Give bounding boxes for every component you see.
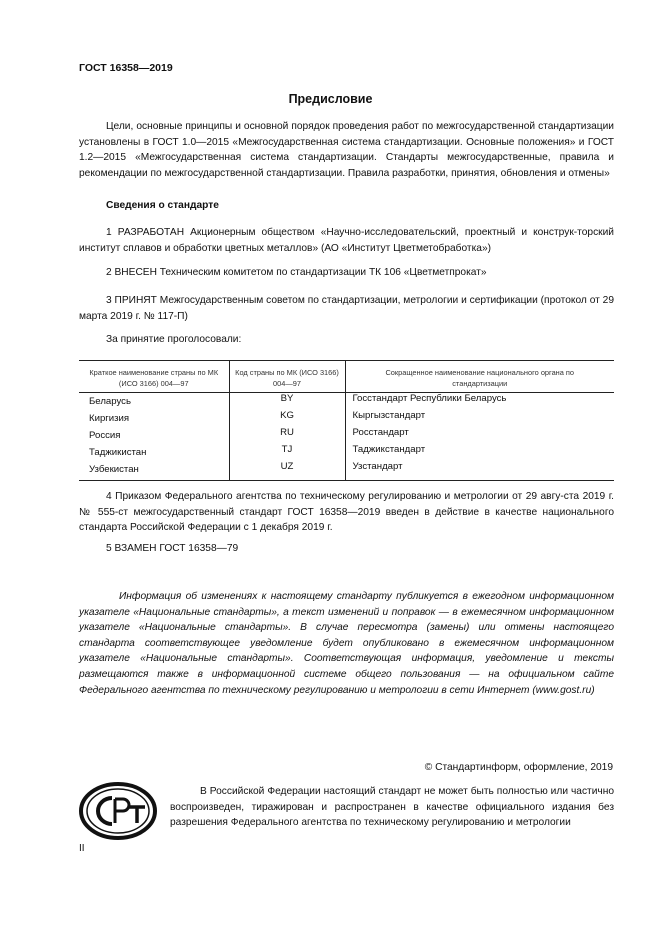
code-cell: RU [229, 427, 345, 444]
page-title: Предисловие [288, 92, 373, 106]
item-developed: 1 РАЗРАБОТАН Акционерным обществом «Научно-исследовательский, проектный и конструк-торский институт сплавов и обработки цветных металлов» (АО «Институт Цветметобработка») [79, 227, 614, 254]
body-cell: Росстандарт [352, 426, 409, 438]
code-cell: BY [229, 393, 345, 410]
item-introduced: 2 ВНЕСЕН Техническим комитетом по стандартизации ТК 106 «Цветметпрокат» [106, 267, 487, 278]
table-header-country: Краткое наименование страны по МК (ИСО 3166) 004—97 [79, 361, 229, 393]
section-heading: Сведения о стандарте [106, 200, 219, 211]
item-replaces: 5 ВЗАМЕН ГОСТ 16358—79 [106, 543, 239, 554]
country-cell: Киргизия [79, 410, 229, 427]
item-adopted: 3 ПРИНЯТ Межгосударственным советом по стандартизации, метрологии и сертификации (протокол от 29 марта 2019 г. № 117-П) [79, 295, 614, 322]
vote-table-body [79, 393, 614, 481]
body-cell: Узстандарт [352, 460, 403, 472]
code-cell: TJ [229, 444, 345, 461]
copyright: © Стандартинформ, оформление, 2019 [424, 762, 613, 773]
changes-note: Информация об изменениях к настоящему стандарту публикуется в ежегодном информационном указателе «Национальные стандарты», а текст изменений и поправок — в ежемесячном информационном указателе «Национальные стандарты». В случае пересмотра (замены) или отмены настоящего стандарта соответствующее уведомление будет опубликовано в ежемесячном информационном указателе «Национальные стандарты». Соответствующая информация, уведомление и тексты размещаются также в информационной системе общего пользования — на официальном сайте Федерального агентства по техническому регулированию и метрологии в сети Интернет (www.gost.ru) [79, 591, 614, 696]
body-cell: Кыргызстандарт [352, 409, 426, 421]
table-header-body: Сокращенное наименование национального органа по стандартизации [385, 368, 575, 388]
table-row [79, 393, 614, 410]
table-row [79, 427, 614, 444]
document-header: ГОСТ 16358—2019 [79, 62, 173, 74]
table-row [79, 461, 614, 481]
country-cell: Беларусь [79, 393, 229, 410]
table-header-code: Код страны по МК (ИСО 3166) 004—97 [229, 361, 345, 393]
vote-table [79, 360, 614, 481]
page-number: II [79, 843, 85, 854]
item-enacted: 4 Приказом Федерального агентства по техническому регулированию и метрологии от 29 авгу-ста 2019 г. № 555-ст межгосударственный стандарт ГОСТ 16358—2019 введен в действие в качестве национального стандарта Российской Федерации с 1 декабря 2019 г. [79, 491, 614, 534]
table-row [79, 444, 614, 461]
body-cell: Госстандарт Республики Беларусь [352, 393, 507, 404]
table-row [79, 410, 614, 427]
country-cell: Россия [79, 427, 229, 444]
code-cell: KG [229, 410, 345, 427]
code-cell: UZ [229, 461, 345, 481]
intro-paragraph: Цели, основные принципы и основной порядок проведения работ по межгосударственной стандартизации установлены в ГОСТ 1.0—2015 «Межгосударственная система стандартизации. Основные положения» и ГОСТ 1.2—2015 «Межгосударственная система стандартизации. Стандарты межгосударственные, правила и рекомендации по межгосударственной стандартизации. Правила разработки, принятия, обновления и отмены» [79, 121, 614, 179]
body-cell: Таджикстандарт [352, 443, 426, 455]
country-cell: Таджикистан [79, 444, 229, 461]
country-cell: Узбекистан [79, 461, 229, 481]
vote-label: За принятие проголосовали: [106, 334, 242, 345]
legal-notice: В Российской Федерации настоящий стандарт не может быть полностью или частично воспроизведен, тиражирован и распространен в качестве официального издания без разрешения Федерального агентства по техническому регулированию и метрологии [170, 786, 614, 829]
gost-r-logo-icon [79, 781, 165, 841]
